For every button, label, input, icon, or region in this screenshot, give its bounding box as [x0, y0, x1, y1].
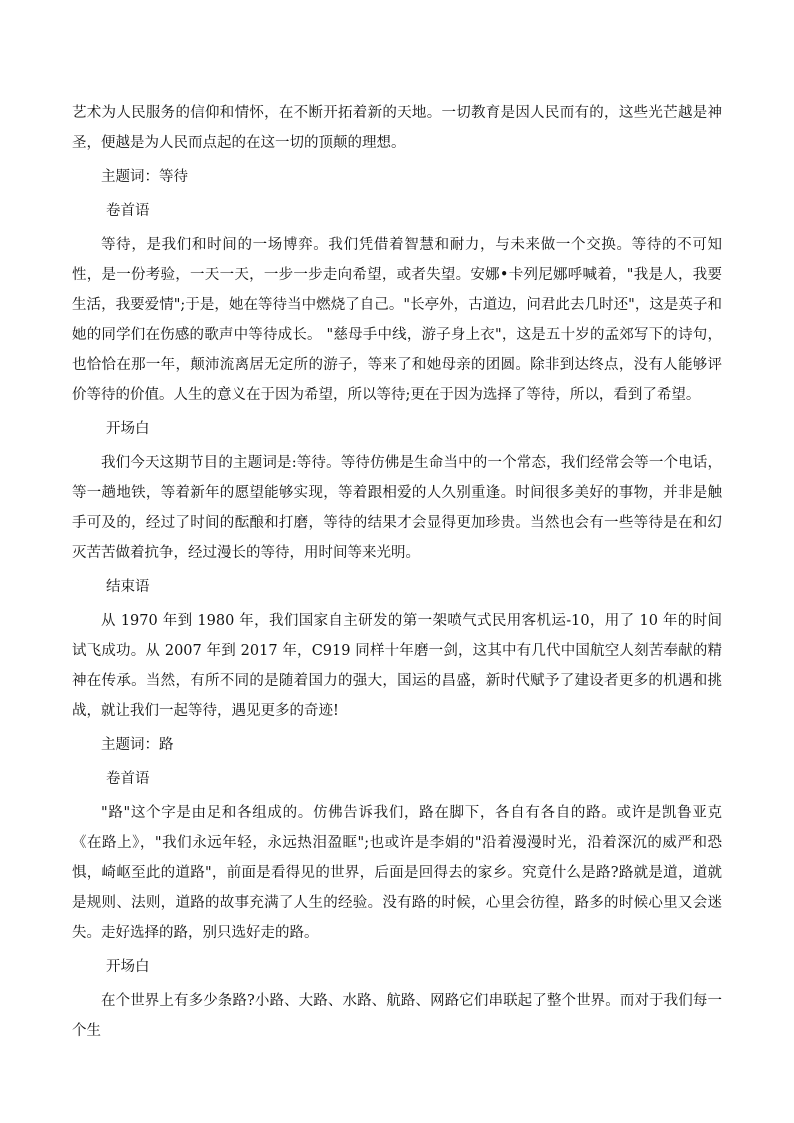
opening-paragraph-road: 在个世界上有多少条路?小路、大路、水路、航路、网路它们串联起了整个世界。而对于我们每一个生	[72, 993, 722, 1039]
section-title-opening-road: 开场白	[106, 959, 150, 975]
document-page	[72, 98, 722, 1050]
section-title-opening: 开场白	[106, 421, 150, 437]
preface-paragraph-road: "路"这个字是由足和各组成的。仿佛告诉我们，路在脚下，各自有各自的路。或许是凯鲁亚克《在路上》，"我们永远年轻，永远热泪盈眶";也或许是李娟的"沿着漫漫时光，沿着深沉的威严和恐惧，崎岖至此的道路"，前面是看得见的世界，后面是回得去的家乡。究竟什么是路?路就是道，道就是规则、法则，道路的故事充满了人生的经验。没有路的时候，心里会彷徨，路多的时候心里又会迷失。走好选择的路，别只选好走的路。	[72, 805, 722, 941]
section-title-preface-road: 卷首语	[106, 771, 150, 787]
theme-heading-waiting: 主题词：等待	[101, 169, 188, 185]
section-title-closing: 结束语	[106, 579, 150, 595]
opening-paragraph: 我们今天这期节目的主题词是:等待。等待仿佛是生命当中的一个常态，我们经常会等一个电话，等一趟地铁，等着新年的愿望能够实现，等着跟相爱的人久别重逢。时间很多美好的事物，并非是触手可及的，经过了时间的酝酿和打磨，等待的结果才会显得更加珍贵。当然也会有一些等待是在和幻灭苦苦做着抗争，经过漫长的等待，用时间等来光明。	[72, 455, 722, 561]
theme-heading-road: 主题词：路	[101, 737, 174, 753]
preface-paragraph: 等待，是我们和时间的一场博弈。我们凭借着智慧和耐力，与未来做一个交换。等待的不可知性，是一份考验，一天一天，一步一步走向希望，或者失望。安娜•卡列尼娜呼喊着，"我是人，我要生活，我要爱情";于是，她在等待当中燃烧了自己。"长亭外，古道边，问君此去几时还"，这是英子和她的同学们在伤感的歌声中等待成长。 "慈母手中线，游子身上衣"，这是五十岁的孟郊写下的诗句，也恰恰在那一年，颠沛流离居无定所的游子，等来了和她母亲的团圆。除非到达终点，没有人能够评价等待的价值。人生的意义在于因为希望，所以等待;更在于因为选择了等待，所以，看到了希望。	[72, 237, 722, 403]
section-title-preface: 卷首语	[106, 203, 150, 219]
intro-paragraph: 艺术为人民服务的信仰和情怀，在不断开拓着新的天地。一切教育是因人民而有的，这些光芒越是神圣，便越是为人民而点起的在这一切的顶颠的理想。	[72, 105, 722, 151]
closing-paragraph: 从 1970 年到 1980 年，我们国家自主研发的第一架喷气式民用客机运-10，用了 10 年的时间试飞成功。从 2007 年到 2017 年，C919 同样十年磨一剑，这其中有几代中国航空人刻苦奉献的精神在传承。当然，有所不同的是随着国力的强大，国运的昌盛，新时代赋予了建设者更多的机遇和挑战，就让我们一起等待，遇见更多的奇迹!	[72, 613, 722, 719]
